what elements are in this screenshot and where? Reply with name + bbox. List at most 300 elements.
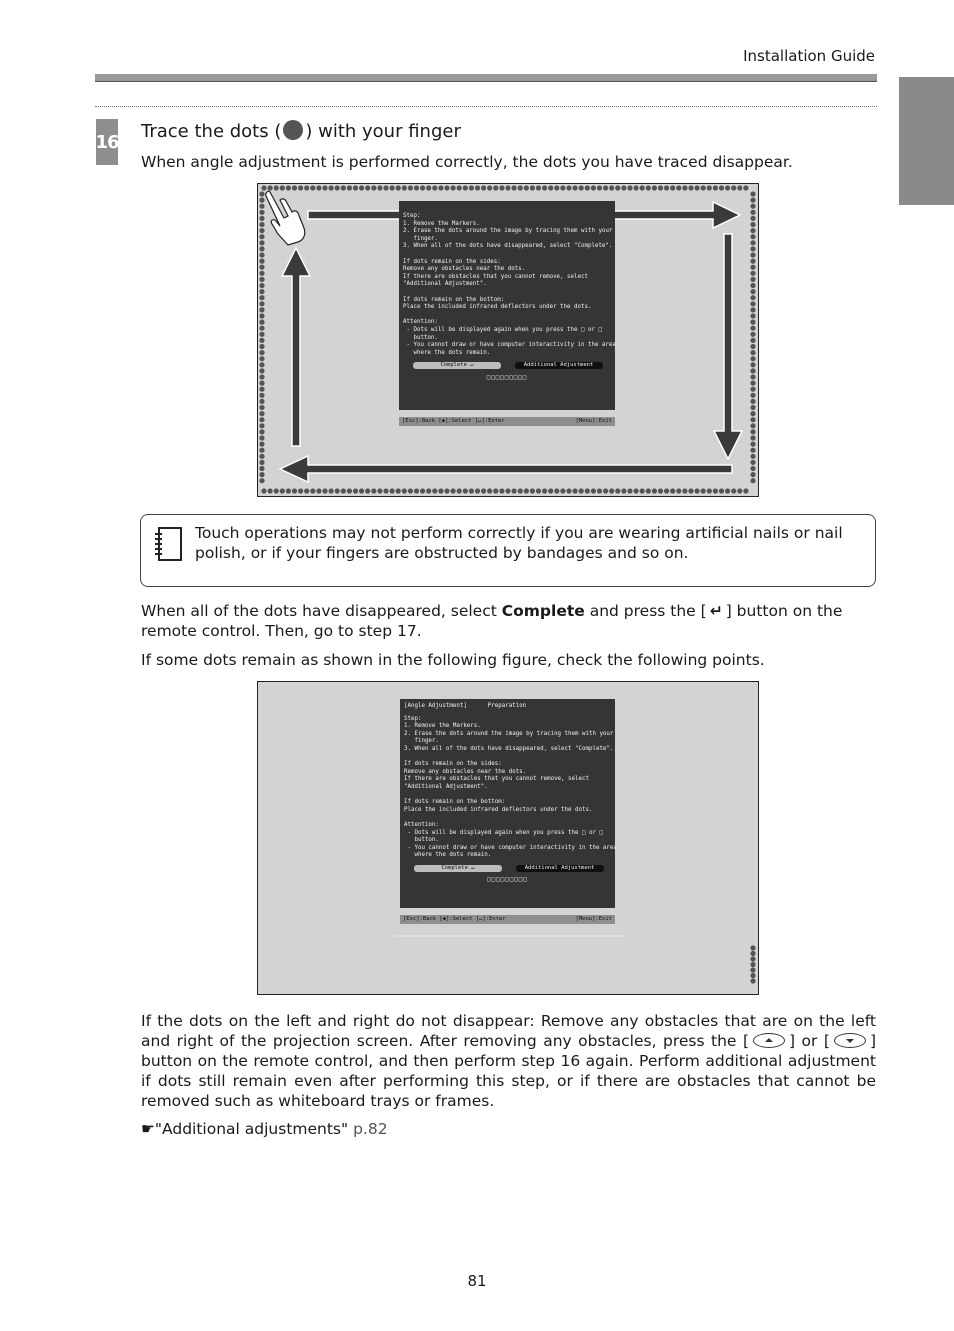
tracing-dot	[259, 240, 264, 245]
tracing-dot	[469, 185, 474, 190]
menu-footer-1	[399, 417, 615, 426]
tracing-dot	[408, 185, 413, 190]
tracing-dot	[390, 488, 395, 493]
tracing-dot	[426, 185, 431, 190]
menu-line: "Additional Adjustment".	[404, 783, 488, 790]
tracing-dot	[670, 185, 675, 190]
tracing-dot	[707, 488, 712, 493]
tracing-dot	[359, 488, 364, 493]
tracing-dot	[579, 185, 584, 190]
menu-panel-1	[399, 201, 615, 410]
tracing-dot	[268, 488, 273, 493]
tracing-dot	[280, 488, 285, 493]
tracing-dot	[261, 488, 266, 493]
tracing-dot	[280, 185, 285, 190]
tracing-dot	[750, 228, 755, 233]
menu-line: Remove any obstacles near the dots.	[404, 768, 527, 775]
tracing-dot	[750, 289, 755, 294]
tracing-dot	[627, 185, 632, 190]
tracing-dot	[268, 185, 273, 190]
tracing-dot	[322, 185, 327, 190]
tracing-dot	[493, 185, 498, 190]
tracing-dot	[750, 405, 755, 410]
tracing-dot	[316, 488, 321, 493]
tracing-dot	[750, 374, 755, 379]
step-description: When angle adjustment is performed correctly, the dots you have traced disappear.	[141, 153, 793, 171]
note-text: Touch operations may not perform correctly if you are wearing artificial nails or nail polish, or if your fingers are obstructed by bandages and so on.	[195, 524, 843, 562]
tracing-dot	[420, 185, 425, 190]
text-segment: ] or [	[789, 1032, 830, 1050]
menu-line	[403, 251, 611, 259]
tracing-dot	[750, 240, 755, 245]
tracing-dot	[750, 454, 755, 459]
tracing-dot	[750, 393, 755, 398]
tracing-dot	[463, 488, 468, 493]
tracing-dot	[259, 381, 264, 386]
tracing-dot	[322, 488, 327, 493]
menu-line: Attention:	[404, 821, 439, 828]
dotted-divider	[95, 106, 877, 107]
cross-reference[interactable]	[141, 1119, 388, 1139]
tracing-dot	[304, 185, 309, 190]
additional-adjustment-button[interactable]: Additional Adjustment	[515, 362, 603, 369]
tracing-dot	[566, 488, 571, 493]
tracing-dot	[414, 185, 419, 190]
tracing-dot	[371, 488, 376, 493]
tracing-dot	[414, 488, 419, 493]
tracing-dot	[731, 488, 736, 493]
tracing-dot	[259, 429, 264, 434]
tracing-dot	[292, 185, 297, 190]
tracing-dot	[518, 488, 523, 493]
page-number: 81	[467, 1272, 487, 1290]
arrow-left	[280, 456, 732, 482]
tracing-dot	[505, 488, 510, 493]
tracing-dot	[682, 185, 687, 190]
tracing-dot	[475, 185, 480, 190]
tracing-dot	[396, 185, 401, 190]
tracing-dot	[390, 185, 395, 190]
arrow-down	[714, 234, 742, 459]
menu-heading-left: [Angle Adjustment]	[404, 703, 467, 709]
tracing-dot	[750, 210, 755, 215]
tracing-dot	[347, 185, 352, 190]
header-title: Installation Guide	[743, 47, 875, 65]
tracing-dot	[676, 185, 681, 190]
tracing-dot	[259, 198, 264, 203]
tracing-dot	[750, 252, 755, 257]
tracing-dot	[335, 488, 340, 493]
enter-icon: ↵	[709, 602, 723, 620]
tracing-dot	[627, 488, 632, 493]
tracing-dot	[750, 460, 755, 465]
menu-line: 1. Remove the Markers.	[403, 220, 480, 227]
tracing-dot	[259, 368, 264, 373]
menu-line: finger.	[403, 235, 438, 242]
tracing-dot	[597, 185, 602, 190]
remaining-dots-intro: If some dots remain as shown in the following figure, check the following points.	[141, 651, 765, 669]
tracing-dot	[329, 185, 334, 190]
tracing-dot	[286, 488, 291, 493]
menu-line: If there are obstacles that you cannot remove, select	[403, 273, 588, 280]
tracing-dot	[259, 234, 264, 239]
menu-line	[403, 312, 611, 320]
tracing-dot	[615, 185, 620, 190]
tracing-dot	[347, 488, 352, 493]
tracing-dot	[383, 488, 388, 493]
tracing-dot	[259, 320, 264, 325]
additional-adjustment-button[interactable]: Additional Adjustment	[516, 865, 604, 872]
text-segment: and press the [	[584, 602, 707, 620]
tracing-dot	[499, 488, 504, 493]
menu-line: button.	[403, 334, 438, 341]
tracing-dot	[259, 289, 264, 294]
tracing-dot	[536, 185, 541, 190]
tracing-dot	[750, 973, 755, 978]
complete-instruction	[141, 601, 876, 641]
menu-line: If dots remain on the bottom:	[403, 296, 505, 303]
tracing-dot	[615, 488, 620, 493]
hand-icon	[266, 191, 305, 245]
figure-remaining-dots	[257, 681, 759, 995]
tracing-dot	[259, 204, 264, 209]
tracing-dot	[542, 185, 547, 190]
tracing-dot	[750, 478, 755, 483]
tracing-dot	[408, 488, 413, 493]
tracing-dot	[719, 488, 724, 493]
menu-line: 3. When all of the dots have disappeared, select "Complete".	[403, 243, 613, 250]
tracing-dot	[304, 488, 309, 493]
tracing-dot	[750, 442, 755, 447]
tracing-dot	[259, 332, 264, 337]
tracing-dot	[713, 185, 718, 190]
tracing-dot	[554, 488, 559, 493]
header-bar	[95, 74, 877, 82]
tracing-dot	[670, 488, 675, 493]
tracing-dot	[365, 185, 370, 190]
tracing-dot	[298, 488, 303, 493]
tracing-dot	[438, 185, 443, 190]
tracing-dot	[444, 185, 449, 190]
menu-line: 2. Erase the dots around the image by tracing them with your	[404, 730, 614, 737]
tracing-dot	[743, 488, 748, 493]
tracing-dot	[542, 488, 547, 493]
tracing-dot	[457, 488, 462, 493]
text-segment: ] button on the remote control, and then perform step 16 again. Perform additional adjustment if dots still remain even after performing this step, or if there are obstacles that cannot be removed such as whiteboard trays or frames.	[141, 1032, 876, 1110]
tracing-dot	[371, 185, 376, 190]
tracing-dot	[695, 488, 700, 493]
tracing-dot	[259, 301, 264, 306]
tracing-dot	[646, 185, 651, 190]
chapter-tab	[899, 77, 954, 205]
tracing-dot	[688, 185, 693, 190]
tracing-dot	[750, 967, 755, 972]
footer-right: [Menu]:Exit	[575, 418, 612, 424]
tracing-dot	[750, 271, 755, 276]
step-number-badge: 16	[96, 119, 118, 165]
tracing-dot	[682, 488, 687, 493]
tracing-dot	[750, 387, 755, 392]
menu-line: Place the included infrared deflectors under the dots.	[403, 304, 592, 311]
menu-line: 3. When all of the dots have disappeared, select "Complete".	[404, 745, 614, 752]
tracing-dot	[259, 191, 264, 196]
xref-title[interactable]: "Additional adjustments"	[154, 1120, 349, 1138]
menu-line: finger.	[404, 738, 439, 745]
menu-buttons	[403, 362, 611, 370]
menu-line	[404, 792, 611, 800]
tracing-dot	[432, 185, 437, 190]
menu-line: Step:	[404, 715, 422, 722]
tracing-dot	[750, 381, 755, 386]
down-button-icon	[834, 1033, 866, 1048]
tracing-dot	[658, 185, 663, 190]
tracing-dot	[750, 191, 755, 196]
tracing-dot	[259, 442, 264, 447]
tracing-dot	[597, 488, 602, 493]
complete-button[interactable]: Complete ↵	[413, 362, 501, 369]
tracing-dot	[750, 338, 755, 343]
tracing-dot	[444, 488, 449, 493]
menu-panel-2	[400, 699, 615, 908]
tracing-dot	[652, 185, 657, 190]
menu-line: "Additional Adjustment".	[403, 281, 487, 288]
tracing-dot	[259, 222, 264, 227]
tracing-dot	[377, 185, 382, 190]
tracing-dot	[750, 368, 755, 373]
up-button-icon	[753, 1033, 785, 1048]
tracing-dot	[530, 488, 535, 493]
pointing-hand-icon: ☛	[141, 1120, 155, 1138]
tracing-dot	[310, 488, 315, 493]
menu-line	[404, 814, 611, 822]
dots-progress-indicator: □□□□□□□□□	[487, 877, 528, 884]
tracing-dot	[750, 466, 755, 471]
tracing-dot	[750, 362, 755, 367]
tracing-dot	[701, 185, 706, 190]
dot-icon	[283, 120, 303, 140]
tracing-dot	[259, 271, 264, 276]
tracing-dot	[750, 198, 755, 203]
tracing-dot	[524, 488, 529, 493]
tracing-dot	[329, 488, 334, 493]
tracing-dot	[725, 185, 730, 190]
menu-line: Remove any obstacles near the dots.	[403, 266, 526, 273]
tracing-dot	[499, 185, 504, 190]
tracing-dot	[512, 185, 517, 190]
tracing-dot	[573, 488, 578, 493]
tracing-dot	[750, 301, 755, 306]
tracing-dot	[634, 185, 639, 190]
tracing-dot	[259, 399, 264, 404]
menu-heading	[404, 703, 611, 711]
tracing-dot	[750, 951, 755, 956]
tracing-dot	[750, 962, 755, 967]
tracing-dot	[750, 344, 755, 349]
tracing-dot	[518, 185, 523, 190]
menu-line: Step:	[403, 213, 421, 219]
tracing-dot	[259, 283, 264, 288]
menu-line: Attention:	[403, 319, 438, 326]
tracing-dot	[259, 411, 264, 416]
tracing-dot	[530, 185, 535, 190]
tracing-dot	[463, 185, 468, 190]
tracing-dot	[420, 488, 425, 493]
menu-buttons	[404, 865, 611, 873]
tracing-dot	[652, 488, 657, 493]
tracing-dot	[750, 326, 755, 331]
menu-heading-right: Preparation	[487, 703, 527, 709]
tracing-dot	[750, 204, 755, 209]
tracing-dot	[259, 228, 264, 233]
tracing-dot	[377, 488, 382, 493]
tracing-dot	[259, 350, 264, 355]
tracing-dot	[603, 185, 608, 190]
step-title	[141, 120, 461, 144]
tracing-dot	[609, 488, 614, 493]
tracing-dot	[432, 488, 437, 493]
tracing-dot	[750, 234, 755, 239]
tracing-dot	[259, 466, 264, 471]
dots-progress-indicator: □□□□□□□□□	[486, 374, 528, 381]
step-title-after: ) with your finger	[305, 121, 461, 142]
complete-button[interactable]: Complete ↵	[414, 865, 502, 872]
tracing-dot	[259, 246, 264, 251]
tracing-dot	[493, 488, 498, 493]
tracing-dot	[259, 259, 264, 264]
tracing-dot	[658, 488, 663, 493]
menu-line	[404, 754, 611, 762]
tracing-dot	[743, 185, 748, 190]
tracing-dot	[396, 488, 401, 493]
tracing-dot	[383, 185, 388, 190]
text-segment: If the dots on the left and right do not disappear: Remove any obstacles that are on the left and right of the projection screen. After removing any obstacles, press the [	[141, 1012, 876, 1050]
tracing-dot	[274, 488, 279, 493]
tracing-dot	[341, 185, 346, 190]
tracing-dot	[664, 488, 669, 493]
tracing-dot	[259, 423, 264, 428]
tracing-dot	[548, 488, 553, 493]
arrow-up	[282, 248, 310, 446]
tracing-dot	[505, 185, 510, 190]
tracing-dot	[750, 283, 755, 288]
tracing-dot	[750, 246, 755, 251]
tracing-dot	[259, 454, 264, 459]
tracing-dot	[750, 945, 755, 950]
tracing-dot	[259, 417, 264, 422]
menu-line: - You cannot draw or have computer interactivity in the area	[403, 342, 616, 349]
menu-line	[403, 289, 611, 297]
tracing-dot	[457, 185, 462, 190]
tracing-dot	[259, 265, 264, 270]
menu-line: If dots remain on the sides:	[404, 761, 502, 768]
tracing-dot	[560, 488, 565, 493]
tracing-dot	[585, 185, 590, 190]
tracing-dot	[259, 344, 264, 349]
tracing-dot	[566, 185, 571, 190]
tracing-dot	[554, 185, 559, 190]
figure-trace-dots	[257, 183, 759, 497]
tracing-dot	[676, 488, 681, 493]
menu-line: 2. Erase the dots around the image by tracing them with your	[403, 228, 613, 235]
tracing-dot	[719, 185, 724, 190]
tracing-dot	[341, 488, 346, 493]
tracing-dot	[353, 185, 358, 190]
tracing-dot	[688, 488, 693, 493]
tracing-dot	[481, 488, 486, 493]
menu-instructions	[403, 213, 616, 357]
tracing-dot	[750, 356, 755, 361]
menu-line: where the dots remain.	[403, 349, 491, 356]
menu-line: - Dots will be displayed again when you press the □ or □	[404, 829, 603, 836]
tracing-dot	[713, 488, 718, 493]
tracing-dot	[259, 356, 264, 361]
tracing-dot	[259, 338, 264, 343]
tracing-dot	[335, 185, 340, 190]
tracing-dot	[750, 399, 755, 404]
step-title-before: Trace the dots (	[141, 121, 282, 142]
tracing-dot	[259, 435, 264, 440]
tracing-dot	[634, 488, 639, 493]
tracing-dot	[750, 411, 755, 416]
footer-left: [Esc]:Back [◆]:Select [↵]:Enter	[402, 418, 505, 424]
tracing-dot	[259, 393, 264, 398]
tracing-dot	[426, 488, 431, 493]
tracing-dot	[750, 320, 755, 325]
tracing-dot	[259, 210, 264, 215]
tracing-dot	[402, 185, 407, 190]
tracing-dot	[573, 185, 578, 190]
tracing-dot	[402, 488, 407, 493]
tracing-dot	[750, 216, 755, 221]
notebook-icon	[152, 526, 184, 562]
tracing-dot	[621, 185, 626, 190]
tracing-dot	[259, 277, 264, 282]
tracing-dot	[750, 448, 755, 453]
left-right-dots-instruction	[141, 1011, 876, 1111]
tracing-dot	[750, 956, 755, 961]
menu-line: - You cannot draw or have computer interactivity in the area	[404, 844, 617, 851]
tracing-dot	[646, 488, 651, 493]
tracing-dot	[438, 488, 443, 493]
tracing-dot	[750, 978, 755, 983]
tracing-dot	[603, 488, 608, 493]
tracing-dot	[750, 277, 755, 282]
tracing-dot	[524, 185, 529, 190]
tracing-dot	[259, 387, 264, 392]
tracing-dot	[451, 185, 456, 190]
tracing-dot	[750, 417, 755, 422]
tracing-dot	[298, 185, 303, 190]
menu-line: Place the included infrared deflectors under the dots.	[404, 806, 593, 813]
tracing-dot	[731, 185, 736, 190]
tracing-dot	[451, 488, 456, 493]
tracing-dot	[259, 472, 264, 477]
tracing-dot	[560, 185, 565, 190]
tracing-dot	[750, 435, 755, 440]
text-segment: When all of the dots have disappeared, select	[141, 602, 502, 620]
tracing-dot	[591, 185, 596, 190]
tracing-dot	[353, 488, 358, 493]
tracing-dot	[286, 185, 291, 190]
tracing-dot	[737, 185, 742, 190]
menu-line: button.	[404, 837, 439, 844]
tracing-dot	[750, 307, 755, 312]
tracing-dot	[707, 185, 712, 190]
tracing-dot	[640, 488, 645, 493]
xref-page[interactable]: p.82	[348, 1120, 388, 1138]
tracing-dot	[469, 488, 474, 493]
menu-line: 1. Remove the Markers.	[404, 723, 481, 730]
